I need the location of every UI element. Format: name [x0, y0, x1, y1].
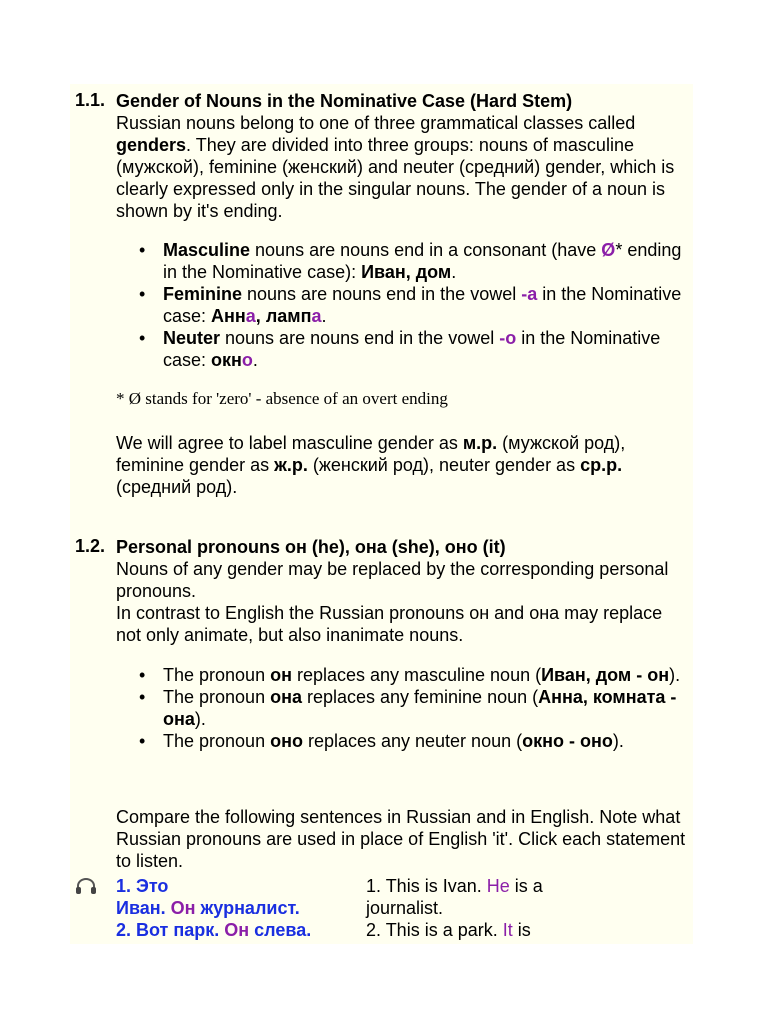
- list-item-pronoun-ona: • The pronoun она replaces any feminine noun (Анна, комната - она).: [139, 687, 677, 729]
- list-item-feminine: • Feminine nouns are nouns end in the vowel -а in the Nominative case: Анна, лампа.: [139, 284, 682, 326]
- list-item-neuter: • Neuter nouns are nouns end in the vowel -о in the Nominative case: окно.: [139, 328, 661, 370]
- list-item-pronoun-ono: • The pronoun оно replaces any neuter noun (окно - оно).: [139, 731, 624, 751]
- section-1-2-title: Personal pronouns он (he), она (she), оно (it): [116, 537, 506, 557]
- english-translation-2: 2. This is a park. It is: [366, 920, 531, 940]
- section-1-2-p2: In contrast to English the Russian pronouns он and она may replace not only animate, but also inanimate nouns.: [116, 603, 663, 645]
- list-item-pronoun-on: • The pronoun он replaces any masculine noun (Иван, дом - он).: [139, 665, 681, 685]
- list-item-masculine: • Masculine nouns are nouns end in a consonant (have Ø* ending in the Nominative case): Иван, дом.: [139, 240, 682, 282]
- gender-list: [116, 239, 690, 371]
- section-1-2: [116, 536, 690, 646]
- section-1-1-title: Gender of Nouns in the Nominative Case (Hard Stem): [116, 91, 573, 111]
- compare-instructions: Compare the following sentences in Russian and in English. Note what Russian pronouns are used in place of English 'it'. Click each statement to listen.: [116, 807, 686, 871]
- pronoun-list: [116, 664, 690, 752]
- headphones-icon[interactable]: [75, 878, 97, 894]
- abbreviation-paragraph: We will agree to label masculine gender as м.р. (мужской род), feminine gender as ж.р. (женский род), neuter gender as ср.р. (средний род).: [116, 433, 626, 497]
- russian-example-1[interactable]: 1. Это Иван. Он журналист.: [116, 876, 300, 918]
- section-number-1-1: 1.1.: [75, 90, 106, 110]
- zero-ending-note: * Ø stands for 'zero' - absence of an overt ending: [116, 389, 448, 408]
- english-translation-1: 1. This is Ivan. He is a journalist.: [366, 876, 543, 918]
- section-1-1: [116, 90, 690, 222]
- section-1-1-intro: Russian nouns belong to one of three grammatical classes called genders. They are divided into three groups: nouns of masculine (мужской), feminine (женский) and neuter (средний) gender, which is clearly expressed only in the singular nouns. The gender of a noun is shown by it's ending.: [116, 113, 675, 221]
- russian-example-2[interactable]: 2. Вот парк. Он слева.: [116, 920, 312, 940]
- section-1-2-p1: Nouns of any gender may be replaced by the corresponding personal pronouns.: [116, 559, 669, 601]
- section-number-1-2: 1.2.: [75, 536, 106, 556]
